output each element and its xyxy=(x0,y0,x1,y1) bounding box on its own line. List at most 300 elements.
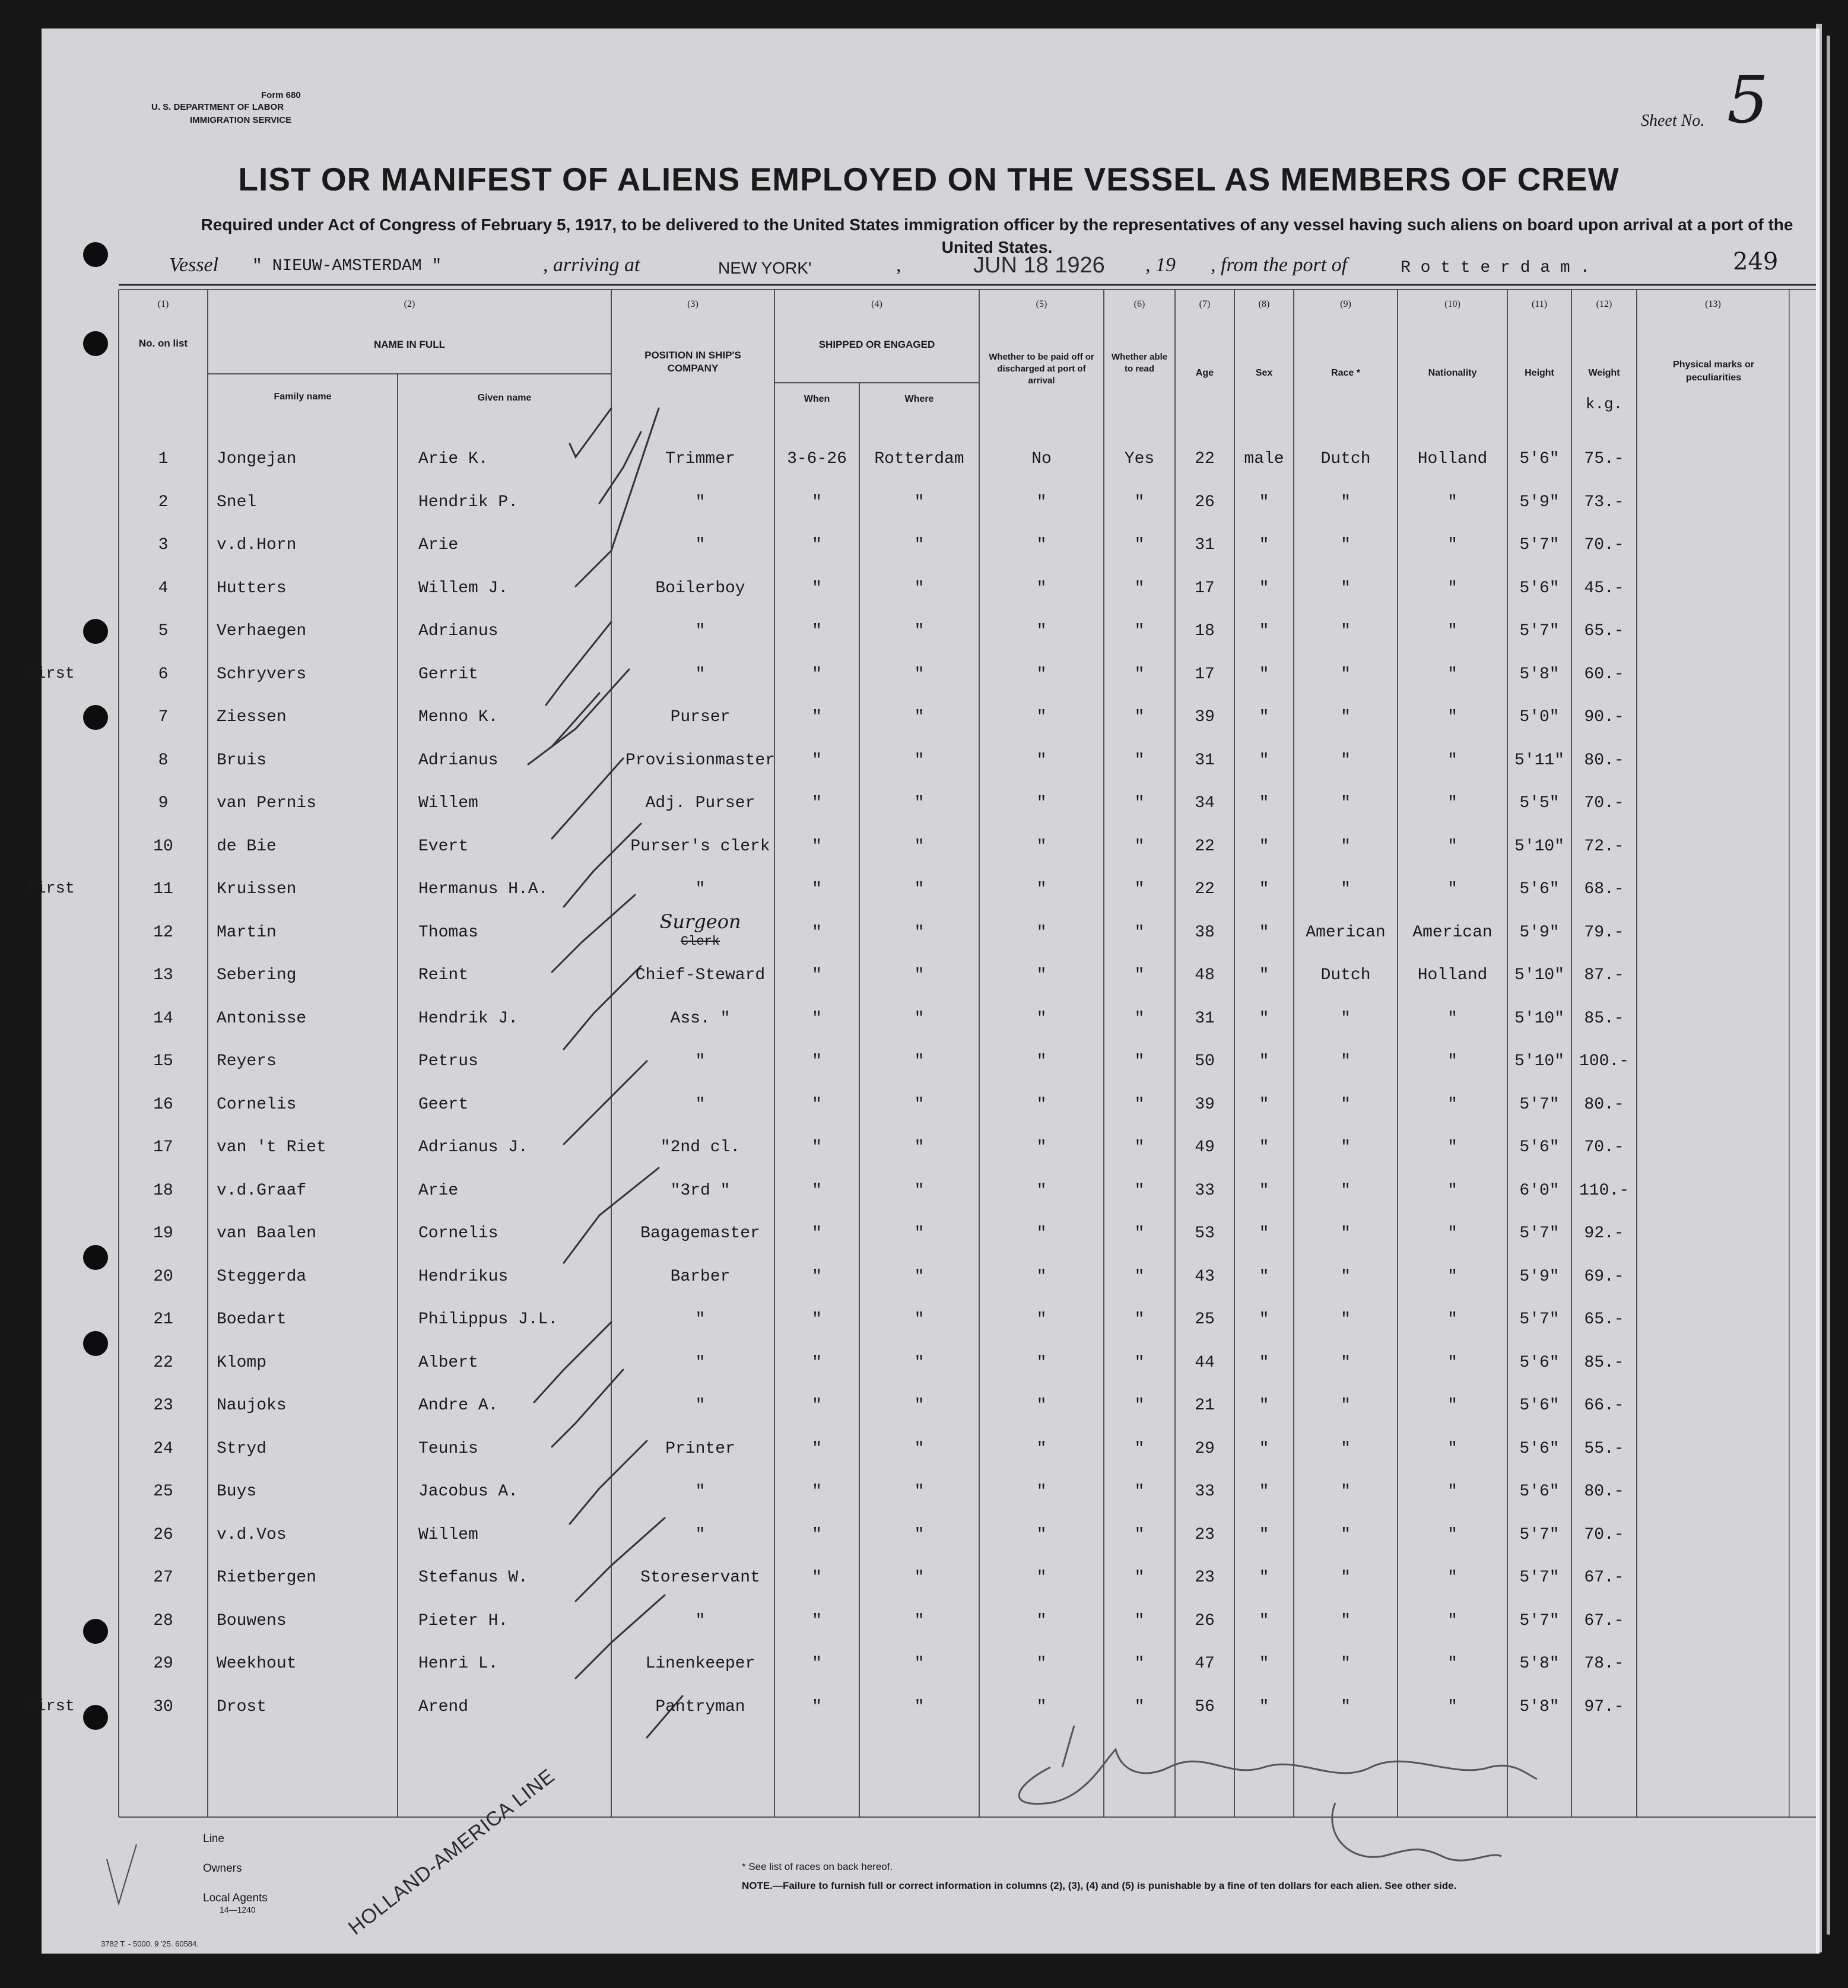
weight: 70.- xyxy=(1584,1138,1624,1157)
height: 5'7" xyxy=(1519,1525,1560,1544)
sex: " xyxy=(1259,751,1269,770)
age: 47 xyxy=(1195,1654,1215,1673)
weight: 75.- xyxy=(1584,450,1624,468)
paid-off: " xyxy=(1036,1181,1047,1200)
shipped-when: " xyxy=(812,1611,822,1630)
given-name: Hendrik P. xyxy=(418,493,519,512)
shipped-where: " xyxy=(914,665,925,684)
race: " xyxy=(1341,579,1351,598)
manifest-page xyxy=(27,28,1820,1954)
row-number: 1 xyxy=(158,450,169,468)
col-num-7: (7) xyxy=(1199,299,1211,309)
shipped-where: " xyxy=(914,1138,925,1157)
race: " xyxy=(1341,1353,1351,1372)
paid-off: " xyxy=(1036,708,1047,726)
height: 5'6" xyxy=(1519,1439,1560,1458)
nationality: " xyxy=(1447,1353,1458,1372)
shipped-when: " xyxy=(812,536,822,554)
sex: " xyxy=(1259,1525,1269,1544)
table-row xyxy=(42,1095,1816,1138)
paid-off: " xyxy=(1036,1095,1047,1114)
age: 53 xyxy=(1195,1224,1215,1243)
position: " xyxy=(695,1310,706,1329)
page-title: LIST OR MANIFEST OF ALIENS EMPLOYED ON THE VESSEL AS MEMBERS OF CREW xyxy=(238,161,1620,198)
table-row xyxy=(27,1697,1816,1741)
shipped-where: " xyxy=(914,708,925,726)
shipped-where: Rotterdam xyxy=(874,450,964,468)
row-number: 11 xyxy=(153,880,173,898)
nationality: " xyxy=(1447,622,1458,640)
row-number: 15 xyxy=(153,1052,173,1071)
header-able-read: Whether able to read xyxy=(1111,352,1168,374)
shipped-where: " xyxy=(914,1181,925,1200)
table-row xyxy=(42,450,1816,493)
weight: 79.- xyxy=(1584,923,1624,942)
page-edge xyxy=(1827,36,1830,1935)
shipped-where: " xyxy=(914,1654,925,1673)
race: " xyxy=(1341,493,1351,512)
table-row xyxy=(42,493,1816,536)
age: 17 xyxy=(1195,579,1215,598)
shipped-when: " xyxy=(812,966,822,985)
footer-owners-label: Owners xyxy=(203,1862,242,1875)
race: " xyxy=(1341,794,1351,812)
footer-line-label: Line xyxy=(203,1833,224,1845)
race: American xyxy=(1306,923,1386,942)
struck-position: Clerk xyxy=(680,933,720,949)
table-row xyxy=(27,665,1816,708)
able-to-read: " xyxy=(1134,923,1145,942)
table-row xyxy=(42,837,1816,880)
row-number: 14 xyxy=(153,1009,173,1028)
paid-off: " xyxy=(1036,1224,1047,1243)
paid-off: " xyxy=(1036,880,1047,898)
given-name: Geert xyxy=(418,1095,469,1114)
header-physical-marks: Physical marks or peculiarities xyxy=(1673,360,1754,383)
shipped-when: " xyxy=(812,1439,822,1458)
able-to-read: " xyxy=(1134,794,1145,812)
position: " xyxy=(695,665,706,684)
paid-off: " xyxy=(1036,1310,1047,1329)
paid-off: " xyxy=(1036,1697,1047,1716)
family-name: Bruis xyxy=(217,751,267,770)
shipped-where: " xyxy=(914,1267,925,1286)
age: 56 xyxy=(1195,1697,1215,1716)
age: 18 xyxy=(1195,622,1215,640)
header-nationality: Nationality xyxy=(1428,368,1477,378)
weight: 80.- xyxy=(1584,751,1624,770)
shipped-when: " xyxy=(812,579,822,598)
col-num-3: (3) xyxy=(687,299,698,309)
shipped-where: " xyxy=(914,536,925,554)
age: 17 xyxy=(1195,665,1215,684)
sex: male xyxy=(1244,450,1284,468)
col-num-6: (6) xyxy=(1133,299,1145,309)
family-name: van 't Riet xyxy=(217,1138,326,1157)
print-code: 3782 T. - 5000. 9 '25. 60584. xyxy=(101,1939,199,1948)
height: 5'6" xyxy=(1519,1396,1560,1415)
shipped-where: " xyxy=(914,1224,925,1243)
paid-off: " xyxy=(1036,1482,1047,1501)
header-weight-unit: k.g. xyxy=(1585,395,1623,413)
sex: " xyxy=(1259,1568,1269,1587)
age: 31 xyxy=(1195,751,1215,770)
age: 39 xyxy=(1195,708,1215,726)
shipped-where: " xyxy=(914,1568,925,1587)
race: " xyxy=(1341,1181,1351,1200)
given-name: Stefanus W. xyxy=(418,1568,528,1587)
able-to-read: " xyxy=(1134,1654,1145,1673)
nationality: " xyxy=(1447,708,1458,726)
race: " xyxy=(1341,1482,1351,1501)
race: " xyxy=(1341,1611,1351,1630)
able-to-read: " xyxy=(1134,1396,1145,1415)
weight: 85.- xyxy=(1584,1009,1624,1028)
family-name: v.d.Graaf xyxy=(217,1181,307,1200)
race: " xyxy=(1341,665,1351,684)
paid-off: " xyxy=(1036,1267,1047,1286)
family-name: Verhaegen xyxy=(217,622,307,640)
given-name: Adrianus xyxy=(418,751,498,770)
sheet-number: 5 xyxy=(1727,62,1768,138)
shipped-when: " xyxy=(812,1568,822,1587)
given-name: Evert xyxy=(418,837,469,856)
able-to-read: " xyxy=(1134,1009,1145,1028)
table-row xyxy=(42,622,1816,665)
given-name: Willem J. xyxy=(418,579,509,598)
shipped-when: " xyxy=(812,1353,822,1372)
age: 48 xyxy=(1195,966,1215,985)
position: Bagagemaster xyxy=(640,1224,760,1243)
col-num-9: (9) xyxy=(1340,299,1351,309)
position: Ass. " xyxy=(670,1009,731,1028)
nationality: " xyxy=(1447,1611,1458,1630)
row-number: 8 xyxy=(158,751,169,770)
able-to-read: " xyxy=(1134,880,1145,898)
given-name: Pieter H. xyxy=(418,1611,509,1630)
row-number: 30 xyxy=(153,1697,173,1716)
able-to-read: " xyxy=(1134,1052,1145,1071)
height: 5'9" xyxy=(1519,923,1560,942)
holland-america-stamp: HOLLAND-AMERICA LINE xyxy=(344,1764,560,1939)
table-row xyxy=(42,1482,1816,1525)
weight: 60.- xyxy=(1584,665,1624,684)
sex: " xyxy=(1259,794,1269,812)
arriving-label: , arriving at xyxy=(543,254,640,276)
nationality: " xyxy=(1447,1525,1458,1544)
shipped-where: " xyxy=(914,1525,925,1544)
family-name: Ziessen xyxy=(217,708,287,726)
table-row xyxy=(27,880,1816,923)
nationality: " xyxy=(1447,1568,1458,1587)
sex: " xyxy=(1259,708,1269,726)
footer-agents-label: Local Agents xyxy=(203,1892,268,1904)
sex: " xyxy=(1259,579,1269,598)
nationality: " xyxy=(1447,1138,1458,1157)
nationality: " xyxy=(1447,1482,1458,1501)
shipped-where: " xyxy=(914,1611,925,1630)
table-row xyxy=(42,1440,1816,1482)
able-to-read: " xyxy=(1134,1611,1145,1630)
given-name: Gerrit xyxy=(418,665,478,684)
given-name: Willem xyxy=(418,794,478,812)
table-row xyxy=(42,708,1816,751)
family-name: Reyers xyxy=(217,1052,277,1071)
position: Adj. Purser xyxy=(645,794,755,812)
position: " xyxy=(695,1095,706,1114)
position: Surgeon xyxy=(659,910,741,933)
paid-off: " xyxy=(1036,923,1047,942)
able-to-read: " xyxy=(1134,1568,1145,1587)
table-row xyxy=(42,1354,1816,1396)
department: U. S. DEPARTMENT OF LABOR xyxy=(151,102,284,112)
race: " xyxy=(1341,751,1351,770)
able-to-read: " xyxy=(1134,1697,1145,1716)
able-to-read: " xyxy=(1134,1267,1145,1286)
race: " xyxy=(1341,708,1351,726)
row-number: 19 xyxy=(153,1224,173,1243)
given-name: Arie K. xyxy=(418,450,488,468)
family-name: Naujoks xyxy=(217,1396,287,1415)
shipped-when: " xyxy=(812,1396,822,1415)
date-stamp: JUN 18 1926 xyxy=(973,253,1105,278)
race: " xyxy=(1341,880,1351,898)
shipped-where: " xyxy=(914,1310,925,1329)
shipped-when: " xyxy=(812,794,822,812)
from-port: R o t t e r d a m . xyxy=(1401,259,1590,277)
sex: " xyxy=(1259,966,1269,985)
family-name: Klomp xyxy=(217,1353,267,1372)
nationality: " xyxy=(1447,1396,1458,1415)
position: Purser's clerk xyxy=(630,837,770,856)
nationality: " xyxy=(1447,1095,1458,1114)
row-number: 26 xyxy=(153,1525,173,1544)
given-name: Hendrik J. xyxy=(418,1009,519,1028)
race: " xyxy=(1341,837,1351,856)
row-number: 23 xyxy=(153,1396,173,1415)
family-name: Steggerda xyxy=(217,1267,307,1286)
shipped-when: " xyxy=(812,1052,822,1071)
height: 5'8" xyxy=(1519,665,1560,684)
paid-off: " xyxy=(1036,1052,1047,1071)
nationality: " xyxy=(1447,1310,1458,1329)
height: 5'11" xyxy=(1514,751,1564,770)
nationality: " xyxy=(1447,1052,1458,1071)
row-number: 21 xyxy=(153,1310,173,1329)
sex: " xyxy=(1259,837,1269,856)
paid-off: " xyxy=(1036,1009,1047,1028)
given-name: Adrianus J. xyxy=(418,1138,528,1157)
table-row xyxy=(42,579,1816,622)
sex: " xyxy=(1259,1611,1269,1630)
height: 5'7" xyxy=(1519,1095,1560,1114)
header-position: POSITION IN SHIP'S COMPANY xyxy=(644,350,741,374)
col-num-12: (12) xyxy=(1596,299,1612,309)
table-row xyxy=(42,1138,1816,1181)
from-port-label: , from the port of xyxy=(1211,254,1348,276)
sex: " xyxy=(1259,1138,1269,1157)
position: Linenkeeper xyxy=(645,1654,755,1673)
paid-off: " xyxy=(1036,536,1047,554)
race: " xyxy=(1341,1009,1351,1028)
row-number: 4 xyxy=(158,579,169,598)
table-row xyxy=(42,1009,1816,1052)
given-name: Henri L. xyxy=(418,1654,498,1673)
height: 5'10" xyxy=(1514,1009,1564,1028)
position: " xyxy=(695,622,706,640)
sex: " xyxy=(1259,1009,1269,1028)
race: Dutch xyxy=(1320,450,1371,468)
table-row xyxy=(42,794,1816,837)
position: " xyxy=(695,1052,706,1071)
family-name: Antonisse xyxy=(217,1009,307,1028)
row-number: 17 xyxy=(153,1138,173,1157)
given-name: Adrianus xyxy=(418,622,498,640)
height: 5'7" xyxy=(1519,622,1560,640)
shipped-when: " xyxy=(812,1138,822,1157)
race: " xyxy=(1341,1396,1351,1415)
vessel-name: " NIEUW-AMSTERDAM " xyxy=(252,257,442,275)
position: Pantryman xyxy=(655,1697,745,1716)
page-subtitle: Required under Act of Congress of February 5, 1917, to be delivered to the United States immigration officer by the representatives of any vessel having such aliens on board upon arrival at a port of the United States. xyxy=(201,215,1793,256)
sex: " xyxy=(1259,493,1269,512)
shipped-when: " xyxy=(812,1482,822,1501)
paid-off: " xyxy=(1036,1353,1047,1372)
age: 44 xyxy=(1195,1353,1215,1372)
header-when: When xyxy=(804,394,830,404)
age: 34 xyxy=(1195,794,1215,812)
able-to-read: " xyxy=(1134,1181,1145,1200)
nationality: Holland xyxy=(1417,966,1488,985)
footer-note: NOTE.—Failure to furnish full or correct information in columns (2), (3), (4) and (5) is punishable by a fine of ten dollars for each alien. See other side. xyxy=(742,1880,1457,1891)
able-to-read: " xyxy=(1134,1138,1145,1157)
shipped-when: " xyxy=(812,1095,822,1114)
position: "3rd " xyxy=(670,1181,731,1200)
able-to-read: " xyxy=(1134,1353,1145,1372)
shipped-where: " xyxy=(914,579,925,598)
race: " xyxy=(1341,1568,1351,1587)
shipped-when: " xyxy=(812,1310,822,1329)
weight: 67.- xyxy=(1584,1568,1624,1587)
height: 5'5" xyxy=(1519,794,1560,812)
header-shipped: SHIPPED OR ENGAGED xyxy=(818,339,935,350)
shipped-when: 3-6-26 xyxy=(787,450,847,468)
header-race: Race * xyxy=(1331,368,1360,378)
shipped-where: " xyxy=(914,1396,925,1415)
sex: " xyxy=(1259,1439,1269,1458)
header-paid-off: Whether to be paid off or discharged at port of arrival xyxy=(989,352,1094,386)
given-name: Arie xyxy=(418,1181,459,1200)
able-to-read: " xyxy=(1134,837,1145,856)
paid-off: " xyxy=(1036,1611,1047,1630)
paid-off: " xyxy=(1036,1654,1047,1673)
row-number: 18 xyxy=(153,1181,173,1200)
family-name: Martin xyxy=(217,923,277,942)
header-sex: Sex xyxy=(1255,368,1273,378)
height: 5'6" xyxy=(1519,1482,1560,1501)
shipped-when: " xyxy=(812,751,822,770)
col-num-4: (4) xyxy=(871,299,882,309)
race: " xyxy=(1341,1525,1351,1544)
height: 5'6" xyxy=(1519,1353,1560,1372)
col-num-11: (11) xyxy=(1531,299,1548,309)
given-name: Reint xyxy=(418,966,469,985)
age: 29 xyxy=(1195,1439,1215,1458)
col-num-10: (10) xyxy=(1444,299,1460,309)
table-row xyxy=(42,910,1816,966)
able-to-read: " xyxy=(1134,966,1145,985)
header-given-name: Given name xyxy=(477,393,532,403)
family-name: Hutters xyxy=(217,579,287,598)
weight: 68.- xyxy=(1584,880,1624,898)
age: 25 xyxy=(1195,1310,1215,1329)
table-row xyxy=(42,1310,1816,1353)
paid-off: " xyxy=(1036,665,1047,684)
age: 43 xyxy=(1195,1267,1215,1286)
sex: " xyxy=(1259,1310,1269,1329)
age: 50 xyxy=(1195,1052,1215,1071)
weight: 45.- xyxy=(1584,579,1624,598)
sex: " xyxy=(1259,1697,1269,1716)
race: " xyxy=(1341,1439,1351,1458)
weight: 92.- xyxy=(1584,1224,1624,1243)
given-name: Cornelis xyxy=(418,1224,498,1243)
given-name: Hendrikus xyxy=(418,1267,509,1286)
shipped-when: " xyxy=(812,880,822,898)
height: 5'7" xyxy=(1519,1568,1560,1587)
paid-off: " xyxy=(1036,1439,1047,1458)
race: Dutch xyxy=(1320,966,1371,985)
able-to-read: " xyxy=(1134,665,1145,684)
header-height: Height xyxy=(1525,368,1554,378)
height: 5'8" xyxy=(1519,1697,1560,1716)
row-number: 27 xyxy=(153,1568,173,1587)
position: Printer xyxy=(665,1439,735,1458)
age: 49 xyxy=(1195,1138,1215,1157)
family-name: v.d.Horn xyxy=(217,536,297,554)
race: " xyxy=(1341,1654,1351,1673)
nationality: " xyxy=(1447,536,1458,554)
row-mark: First xyxy=(27,880,75,898)
position: Barber xyxy=(670,1267,731,1286)
shipped-where: " xyxy=(914,1697,925,1716)
shipped-when: " xyxy=(812,1525,822,1544)
table-row xyxy=(42,1654,1816,1697)
col-num-5: (5) xyxy=(1036,299,1047,309)
height: 5'6" xyxy=(1519,880,1560,898)
col-num-8: (8) xyxy=(1258,299,1270,309)
nationality: " xyxy=(1447,1224,1458,1243)
sex: " xyxy=(1259,622,1269,640)
given-name: Teunis xyxy=(418,1439,478,1458)
row-mark: First xyxy=(27,665,75,683)
family-name: de Bie xyxy=(217,837,277,856)
given-name: Willem xyxy=(418,1525,478,1544)
shipped-when: " xyxy=(812,923,822,942)
table-row xyxy=(42,1052,1816,1095)
paid-off: " xyxy=(1036,794,1047,812)
row-number: 16 xyxy=(153,1095,173,1114)
able-to-read: " xyxy=(1134,708,1145,726)
nationality: American xyxy=(1412,923,1493,942)
sex: " xyxy=(1259,1095,1269,1114)
sheet-label: Sheet No. xyxy=(1641,112,1705,130)
shipped-where: " xyxy=(914,1009,925,1028)
row-number: 12 xyxy=(153,923,173,942)
able-to-read: " xyxy=(1134,1310,1145,1329)
race: " xyxy=(1341,1224,1351,1243)
header-where: Where xyxy=(904,394,934,404)
